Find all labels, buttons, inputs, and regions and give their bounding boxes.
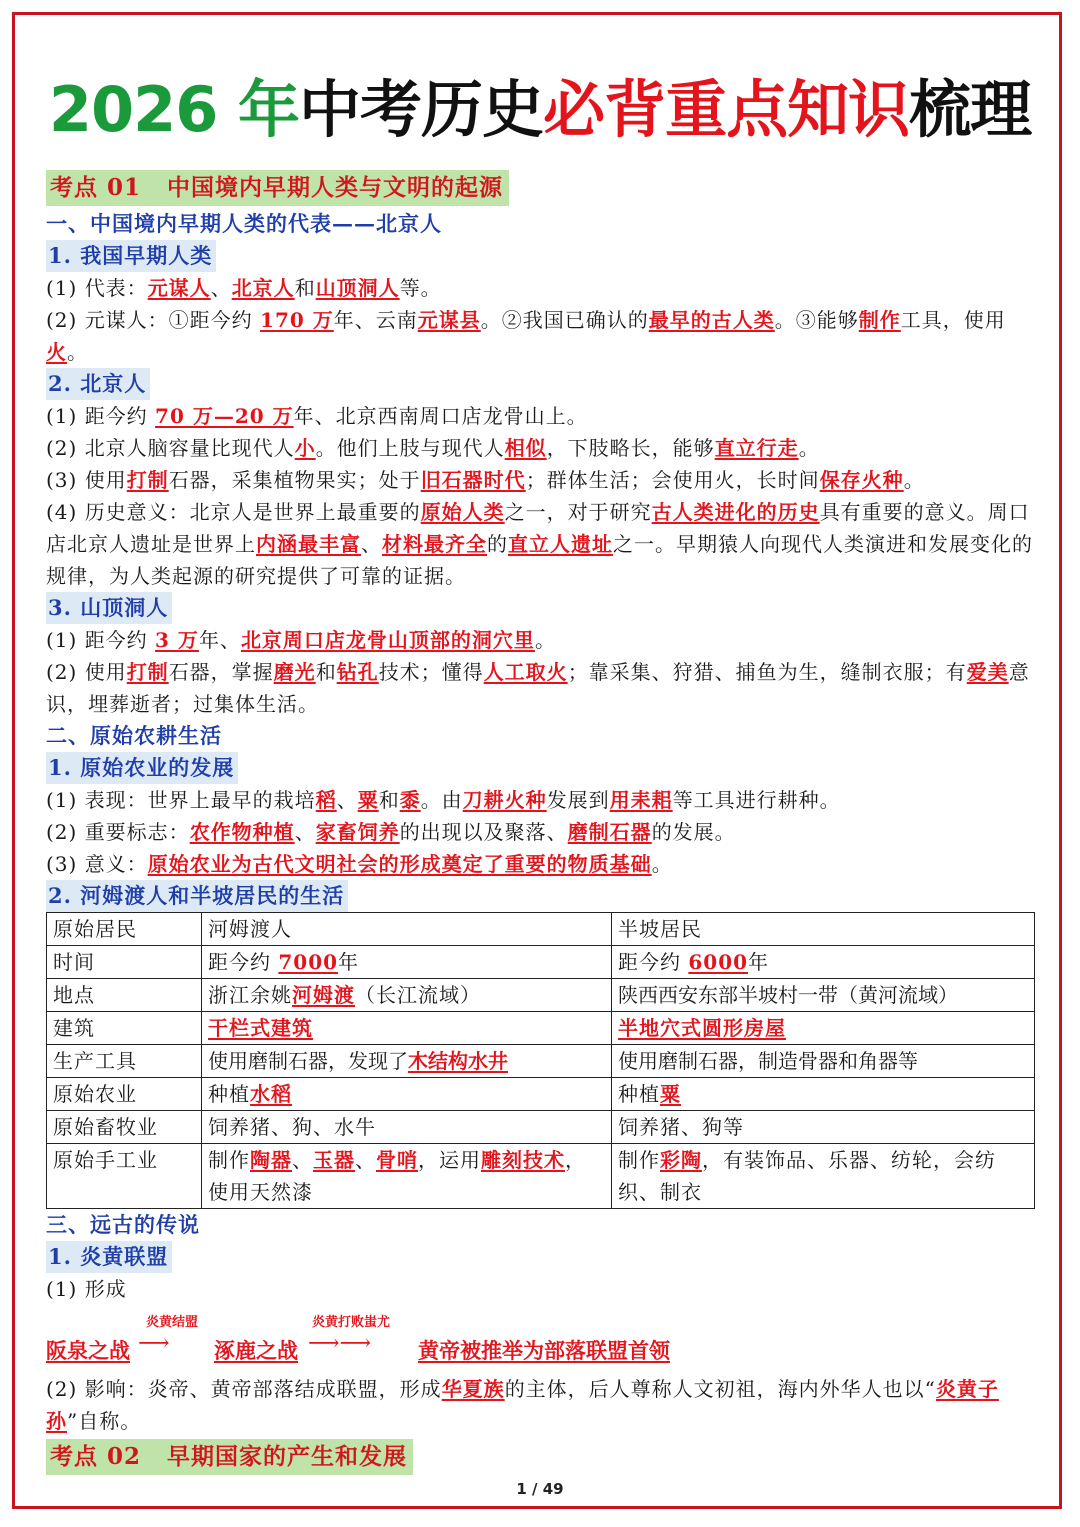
page-number: 1 / 49 (516, 1480, 564, 1498)
table-row: 建筑 干栏式建筑 半地穴式圆形房屋 (47, 1012, 1035, 1045)
event-flow (46, 1311, 1036, 1373)
subheading-early-humans: 1. 我国早期人类 (46, 240, 216, 272)
text-line: (1) 形成 (46, 1277, 127, 1301)
text-line: (3) 意义：原始农业为古代文明社会的形成奠定了重要的物质基础。 (46, 852, 673, 876)
table-row: 原始居民 河姆渡人 半坡居民 (47, 913, 1035, 946)
title-end: 梳理 (909, 73, 1032, 146)
table-row: 生产工具 使用磨制石器，发现了木结构水井 使用磨制石器，制造骨器和角器等 (47, 1045, 1035, 1078)
text-line: (2) 重要标志：农作物种植、家畜饲养的出现以及聚落、磨制石器的发展。 (46, 820, 736, 844)
heading-primitive-farming: 二、原始农耕生活 (46, 723, 222, 748)
flow-step-huangdi: 黄帝被推举为部落联盟首领 (418, 1338, 670, 1363)
document-body (46, 168, 1036, 1477)
flow-step-banquan: 阪泉之战 (46, 1338, 130, 1363)
text-line: (1) 表现：世界上最早的栽培稻、粟和黍。由刀耕火种发展到用耒耜等工具进行耕种。 (46, 788, 841, 812)
text-line: (2) 北京人脑容量比现代人小。他们上肢与现代人相似，下肢略长，能够直立行走。 (46, 436, 820, 460)
arrow-right-icon: ⟶ (138, 1331, 170, 1356)
flow-caption-alliance: 炎黄结盟 (146, 1315, 199, 1330)
text-line: (1) 距今约 70 万—20 万年、北京西南周口店龙骨山上。 (46, 404, 588, 428)
arrow-right-icon: ⟶⟶ (308, 1331, 372, 1356)
table-row: 原始手工业 制作陶器、玉器、骨哨，运用雕刻技术，使用天然漆 制作彩陶，有装饰品、乐器、纺轮，会纺织、制衣 (47, 1144, 1035, 1209)
subheading-upper-cave-man: 3. 山顶洞人 (46, 592, 172, 624)
title-highlight: 必背重点知识 (543, 73, 910, 146)
comparison-table (46, 912, 1035, 1209)
text-paragraph: (4) 历史意义：北京人是世界上最重要的原始人类之一，对于研究古人类进化的历史具有重要的意义。周口店北京人遗址是世界上内涵最丰富、材料最齐全的直立人遗址之一。早期猿人向现代人类演进和发展变化的规律，为人类起源的研究提供了可靠的证据。 (46, 500, 1033, 588)
subheading-yanhuang: 1. 炎黄联盟 (46, 1241, 172, 1273)
title-year: 2026 年 (48, 73, 300, 146)
table-row: 地点 浙江余姚河姆渡（长江流域） 陕西西安东部半坡村一带（黄河流域） (47, 979, 1035, 1012)
text-paragraph: (2) 使用打制石器，掌握磨光和钻孔技术；懂得人工取火；靠采集、狩猎、捕鱼为生，缝制衣服；有爱美意识，埋葬逝者；过集体生活。 (46, 660, 1030, 716)
flow-caption-defeat: 炎黄打败蚩尤 (312, 1315, 391, 1330)
heading-early-humans: 一、中国境内早期人类的代表——北京人 (46, 211, 442, 236)
title-subject: 中考历史 (299, 73, 544, 146)
page-title (0, 70, 1080, 150)
table-row: 时间 距今约 7000年 距今约 6000年 (47, 946, 1035, 979)
flow-step-zhuolu: 涿鹿之战 (214, 1338, 298, 1363)
text-paragraph: (2) 元谋人：①距今约 170 万年、云南元谋县。②我国已确认的最早的古人类。③能够制作工具，使用火。 (46, 308, 1006, 364)
table-row: 原始农业 种植水稻 种植粟 (47, 1078, 1035, 1111)
table-row: 原始畜牧业 饲养猪、狗、水牛 饲养猪、狗等 (47, 1111, 1035, 1144)
text-line: (1) 代表：元谋人、北京人和山顶洞人等。 (46, 276, 442, 300)
text-paragraph: (2) 影响：炎帝、黄帝部落结成联盟，形成华夏族的主体，后人尊称人文初祖，海内外华人也以“炎黄子孙”自称。 (46, 1377, 999, 1433)
subheading-hemudu-banpo: 2. 河姆渡人和半坡居民的生活 (46, 880, 348, 912)
heading-legends: 三、远古的传说 (46, 1212, 200, 1237)
section-badge-kp01: 考点 01 中国境内早期人类与文明的起源 (46, 170, 509, 206)
subheading-agriculture: 1. 原始农业的发展 (46, 752, 238, 784)
section-badge-kp02: 考点 02 早期国家的产生和发展 (46, 1439, 413, 1475)
text-line: (3) 使用打制石器，采集植物果实；处于旧石器时代；群体生活；会使用火，长时间保存火种。 (46, 468, 925, 492)
text-line: (1) 距今约 3 万年、北京周口店龙骨山顶部的洞穴里。 (46, 628, 556, 652)
subheading-peking-man: 2. 北京人 (46, 368, 150, 400)
